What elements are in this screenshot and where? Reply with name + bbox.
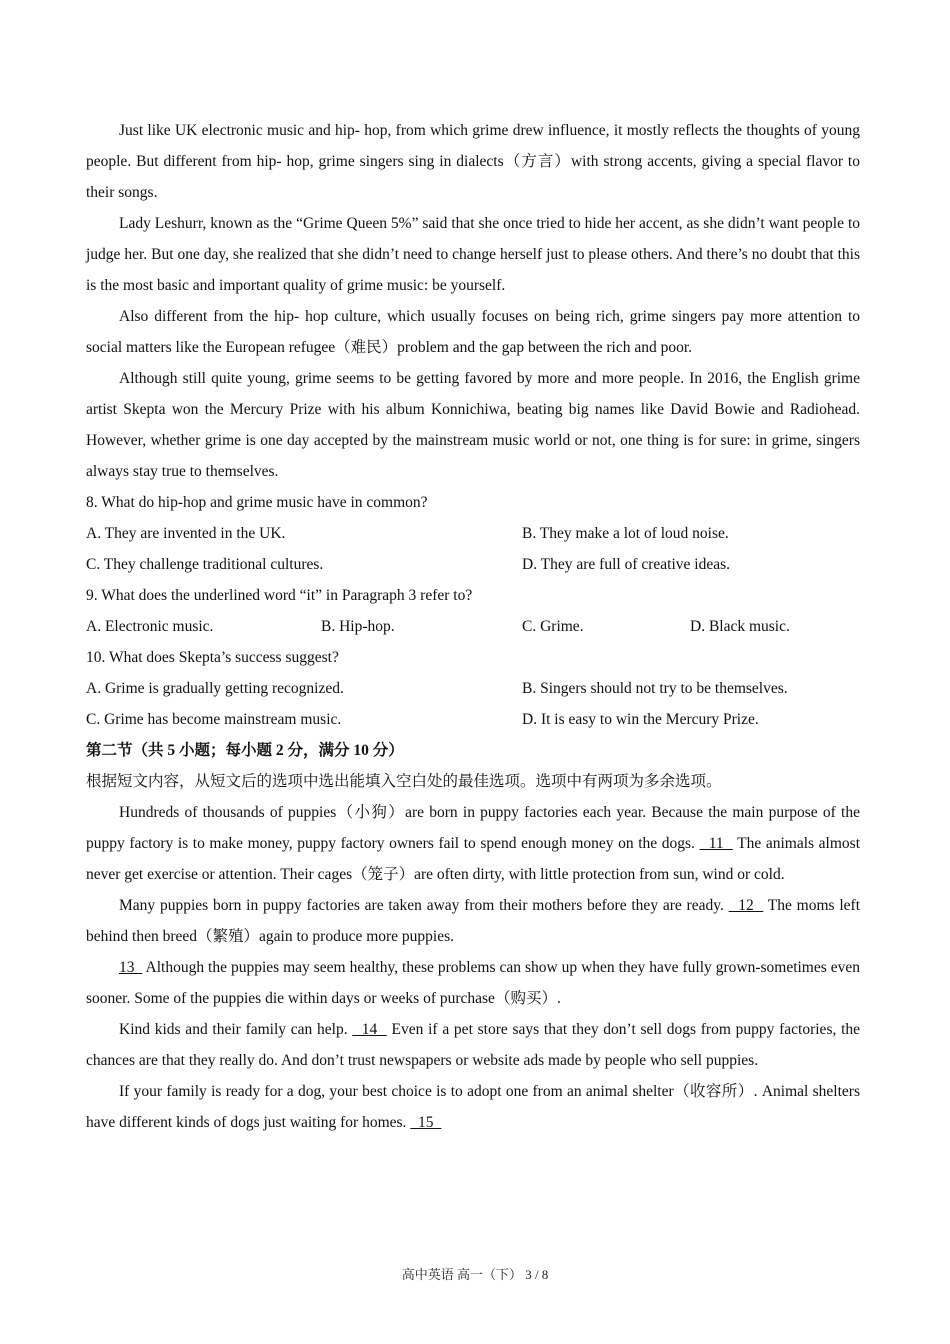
blank-13: 13 — [119, 959, 143, 976]
passage1-paragraph-4: Although still quite young, grime seems to be getting favored by more and more people. In 2016, the English grime artist Skepta won the Mercury Prize with his album Konnichiwa, beating big names like David Bowie and Radiohead. However, whether grime is one day accepted by the mainstream music world or not, one thing is for sure: in grime, singers always stay true to themselves. — [86, 370, 860, 480]
question-9-options — [86, 611, 860, 642]
question-9-option-a: A. Electronic music. — [86, 618, 214, 635]
section-2-heading: 第二节（共 5 小题；每小题 2 分，满分 10 分） — [86, 742, 404, 759]
question-10-options-row-1 — [86, 673, 860, 704]
passage2-paragraph-4-text-b: Even if a pet store says that they don’t sell dogs from puppy factories, the chances are that they really do. And don’t trust newspapers or website ads made by people who sell puppies. — [86, 1021, 861, 1069]
page-footer: 高中英语 高一（下） 3 / 8 — [401, 1267, 549, 1282]
question-10-stem: 10. What does Skepta’s success suggest? — [86, 649, 339, 666]
question-10-options-row-2 — [86, 704, 860, 735]
blank-11: 11 — [699, 835, 733, 852]
question-9-option-c: C. Grime. — [522, 618, 584, 635]
blank-15: 15 — [410, 1114, 442, 1131]
blank-14: 14 — [352, 1021, 387, 1038]
question-8-options-row-2 — [86, 549, 860, 580]
question-10-option-b: B. Singers should not try to be themselves. — [522, 680, 788, 697]
passage2-paragraph-2 — [86, 890, 860, 952]
question-8-option-b: B. They make a lot of loud noise. — [522, 525, 729, 542]
blank-12: 12 — [728, 897, 764, 914]
question-10-option-c: C. Grime has become mainstream music. — [86, 711, 342, 728]
question-9-stem: 9. What does the underlined word “it” in Paragraph 3 refer to? — [86, 587, 473, 604]
passage1-paragraph-2: Lady Leshurr, known as the “Grime Queen 5%” said that she once tried to hide her accent, as she didn’t want people to judge her. But one day, she realized that she didn’t need to change herself just to please others. And there’s no doubt that this is the most basic and important quality of grime music: be yourself. — [86, 215, 860, 294]
passage1-paragraph-3: Also different from the hip- hop culture, which usually focuses on being rich, grime singers pay more attention to social matters like the European refugee（难民）problem and the gap between the rich and poor. — [86, 308, 860, 356]
passage2-paragraph-3-text: Although the puppies may seem healthy, these problems can show up when they have fully grown-sometimes even sooner. Some of the puppies die within days or weeks of purchase（购买）. — [86, 959, 860, 1007]
passage2-paragraph-2-text-b: The moms left behind then breed（繁殖）again to produce more puppies. — [86, 897, 861, 945]
passage2-paragraph-4-text-a: Kind kids and their family can help. — [119, 1021, 348, 1038]
passage2-paragraph-1-text-b: The animals almost never get exercise or attention. Their cages（笼子）are often dirty, with little protection from sun, wind or cold. — [86, 835, 861, 883]
passage2-paragraph-1-text-a: Hundreds of thousands of puppies（小狗）are born in puppy factories each year. Because the main purpose of the puppy factory is to make money, puppy factory owners fail to spend enough money on the dogs. — [86, 804, 860, 852]
question-8-stem: 8. What do hip-hop and grime music have in common? — [86, 494, 428, 511]
passage2-paragraph-3 — [86, 952, 860, 1014]
exam-page — [86, 115, 860, 1138]
passage2-paragraph-5 — [86, 1076, 860, 1138]
passage2-paragraph-2-text-a: Many puppies born in puppy factories are taken away from their mothers before they are ready. — [119, 897, 724, 914]
passage2-paragraph-5-text: If your family is ready for a dog, your best choice is to adopt one from an animal shelter（收容所）. Animal shelters have different kinds of dogs just waiting for homes. — [86, 1083, 860, 1131]
question-8-option-a: A. They are invented in the UK. — [86, 525, 286, 542]
question-10-option-d: D. It is easy to win the Mercury Prize. — [522, 711, 759, 728]
section-2-instruction: 根据短文内容，从短文后的选项中选出能填入空白处的最佳选项。选项中有两项为多余选项。 — [86, 773, 722, 790]
question-8-option-d: D. They are full of creative ideas. — [522, 556, 731, 573]
question-10-option-a: A. Grime is gradually getting recognized. — [86, 680, 344, 697]
question-8-option-c: C. They challenge traditional cultures. — [86, 556, 324, 573]
question-8-options-row-1 — [86, 518, 860, 549]
passage2-paragraph-1 — [86, 797, 860, 890]
question-9-option-b: B. Hip-hop. — [321, 618, 395, 635]
question-9-option-d: D. Black music. — [690, 618, 790, 635]
passage1-paragraph-1: Just like UK electronic music and hip- hop, from which grime drew influence, it mostly reflects the thoughts of young people. But different from hip- hop, grime singers sing in dialects（方言）with strong accents, giving a special flavor to their songs. — [86, 122, 860, 201]
passage2-paragraph-4 — [86, 1014, 860, 1076]
